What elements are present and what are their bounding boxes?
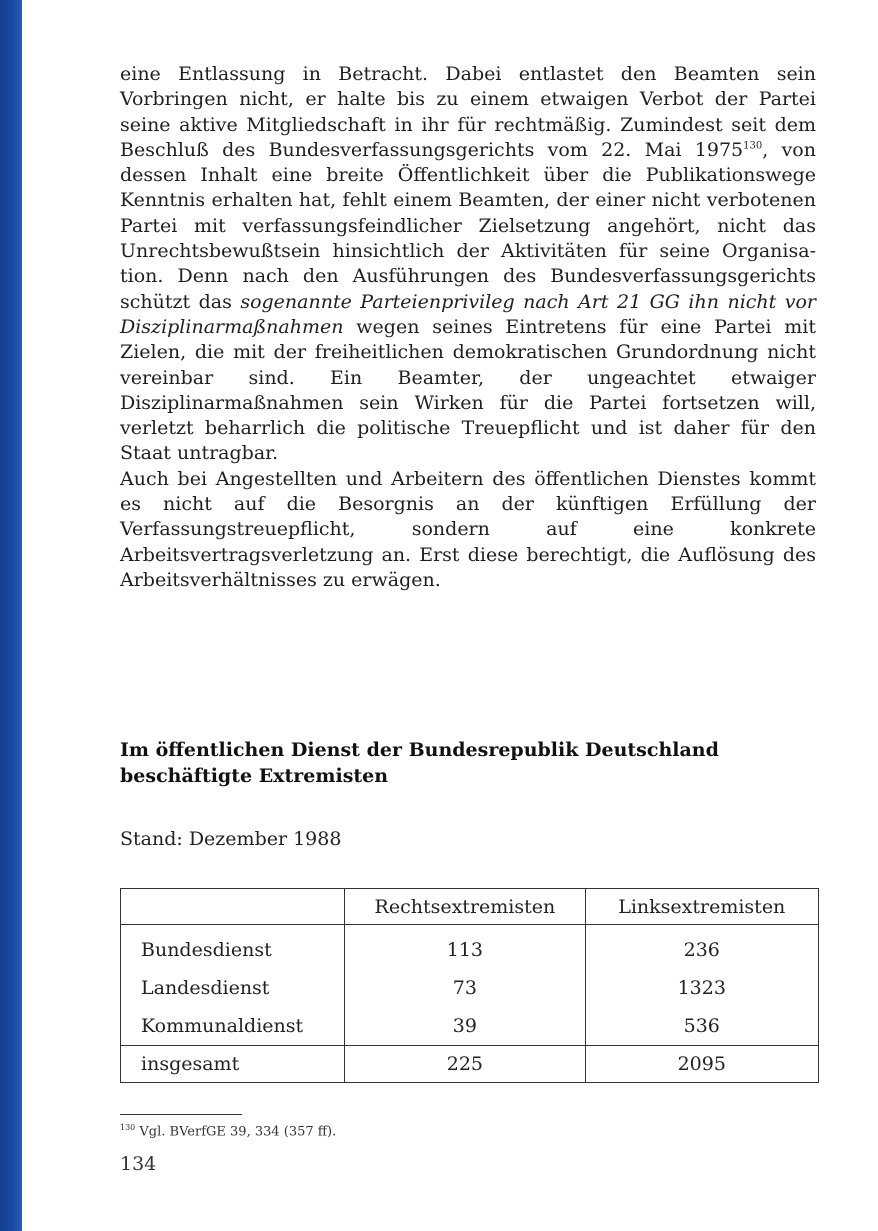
total-rechts: 225 <box>345 1046 585 1083</box>
paragraph-2: Auch bei Angestellten und Arbeitern des öffentlichen Dienstes kommt es nicht auf die Besorgnis an der künftigen Erfüllung der Verfassungstreuepflicht, sondern auf eine konkrete Arbeitsvertragsverletzung an. Erst diese berechtigt, die Auflösung des Arbeitsverhältnisses zu erwägen. <box>120 467 816 591</box>
body-text <box>120 62 816 593</box>
book-spine-edge <box>0 0 22 1231</box>
table-header-links: Linksextremisten <box>585 889 818 925</box>
table-row <box>121 925 819 970</box>
row-label: Bundesdienst <box>121 925 345 970</box>
table-row <box>121 969 819 1007</box>
row-label: Kommunaldienst <box>121 1007 345 1046</box>
rechts-value: 73 <box>345 969 585 1007</box>
table-header-rechts: Rechtsextremisten <box>345 889 585 925</box>
section-title: Im öffentlichen Dienst der Bundesrepublik Deutschland beschäftigte Extremisten <box>120 739 719 787</box>
paragraph-1: eine Entlassung in Betracht. Dabei entlastet den Beamten sein Vorbringen nicht, er halte bis zu einem etwaigen Verbot der Partei seine aktive Mitgliedschaft in ihr für rechtmäßig. Zumindest seit dem Beschluß des Bundesverfassungsgerichts vom 22. Mai 1975$^{130}$, von dessen Inhalt eine breite Öffentlichkeit über die Publikationswege Kenntnis erhalten hat, fehlt einem Beamten, der einer nicht verbotenen Partei mit verfassungsfeindlicher Zielsetzung angehört, nicht das Unrechtsbewußtsein hinsichtlich der Aktivitäten für seine Organisation. Denn nach den Ausführungen des Bundesverfassungsgerichts schützt das sogenannte Parteienprivileg nach Art 21 GG ihn nicht vor Disziplinarmaßnahmen wegen seines Eintretens für eine Partei mit Zielen, die mit der freiheitlichen demokratischen Grundordnung nicht vereinbar sind. Ein Beamter, der ungeachtet etwaiger Disziplinarmaßnahmen sein Wirken für die Partei fortsetzen will, verletzt beharrlich die politische Treuepflicht und ist daher für den Staat untragbar. <box>120 63 816 465</box>
links-value: 1323 <box>585 969 818 1007</box>
stand-date: Stand: Dezember 1988 <box>120 828 342 850</box>
links-value: 236 <box>585 925 818 970</box>
page-number: 134 <box>120 1153 157 1175</box>
table-header-row <box>121 889 819 925</box>
footnote-text: Vgl. BVerfGE 39, 334 (357 ff). <box>139 1124 337 1140</box>
footnote-reference: 130 <box>743 140 763 152</box>
total-label: insgesamt <box>121 1046 345 1083</box>
footnote-number: 130 <box>120 1123 136 1132</box>
rechts-value: 39 <box>345 1007 585 1046</box>
footnote <box>120 1123 336 1139</box>
row-label: Landesdienst <box>121 969 345 1007</box>
rechts-value: 113 <box>345 925 585 970</box>
extremists-table <box>120 888 819 1083</box>
links-value: 536 <box>585 1007 818 1046</box>
footnote-divider <box>120 1114 242 1115</box>
table-header-empty <box>121 889 345 925</box>
table-total-row <box>121 1046 819 1083</box>
table-row <box>121 1007 819 1046</box>
total-links: 2095 <box>585 1046 818 1083</box>
italic-passage: sogenannte Parteienprivileg nach Art 21 GG ihn nicht vor Disziplinarmaßnahmen <box>120 290 816 338</box>
